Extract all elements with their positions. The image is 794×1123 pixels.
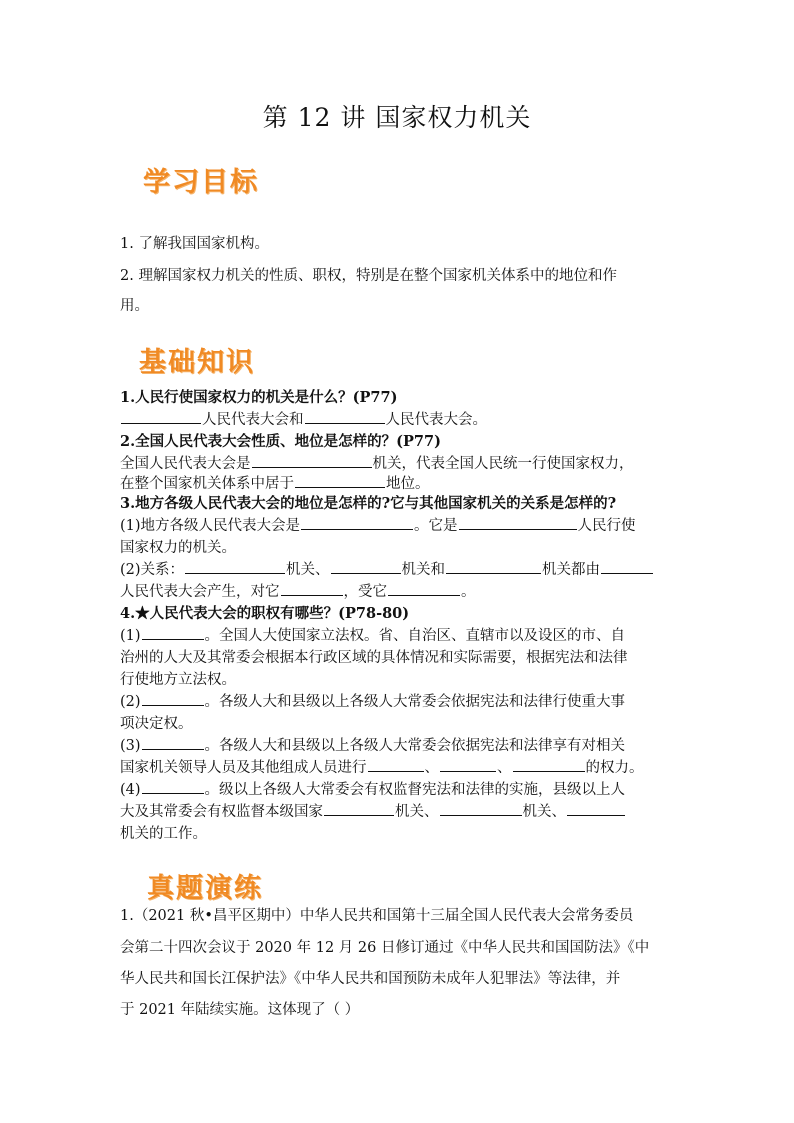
section-heading-goals: 学习目标: [143, 167, 259, 198]
answer-line: 全国人民代表大会是 机关，代表全国人民统一行使国家权力，: [120, 456, 634, 472]
fill-blank[interactable]: [324, 814, 394, 816]
goal-item: 用。: [120, 298, 149, 314]
fill-blank[interactable]: [295, 486, 385, 488]
fill-blank[interactable]: [305, 422, 385, 424]
fill-blank[interactable]: [513, 770, 585, 772]
fill-blank[interactable]: [388, 594, 460, 596]
question-1: 1.人民行使国家权力的机关是什么？(P77): [120, 389, 398, 406]
answer-line: 国家权力的机关。: [120, 540, 236, 556]
question-3: 3.地方各级人民代表大会的地位是怎样的?它与其他国家机关的关系是怎样的?: [120, 495, 617, 512]
section-heading-practice: 真题演练: [147, 873, 263, 904]
practice-line: 于 2021 年陆续实施。这体现了（ ）: [120, 1002, 360, 1018]
section-heading-basics: 基础知识: [139, 347, 255, 378]
answer-line: (4) 。级以上各级人大常委会有权监督宪法和法律的实施，县级以上人: [120, 782, 626, 798]
answer-line: 在整个国家机关体系中居于 地位。: [120, 476, 430, 492]
fill-blank[interactable]: [567, 814, 625, 816]
fill-blank[interactable]: [301, 528, 413, 530]
answer-line: 治州的人大及其常委会根据本行政区域的具体情况和实际需要，根据宪法和法律: [120, 650, 628, 666]
practice-line: 华人民共和国长江保护法》《中华人民共和国预防未成年人犯罪法》等法律，并: [120, 971, 621, 987]
answer-line: (1)地方各级人民代表大会是 。它是 人民行使: [120, 518, 636, 534]
answer-line: 机关的工作。: [120, 826, 207, 842]
answer-line: (2)关系： 机关、 机关和 机关都由: [120, 558, 654, 579]
fill-blank[interactable]: [142, 704, 204, 706]
answer-line: 项决定权。: [120, 716, 193, 732]
answer-line: 人民代表大会和 人民代表大会。: [120, 408, 487, 429]
fill-blank[interactable]: [121, 422, 201, 424]
fill-blank[interactable]: [142, 792, 204, 794]
answer-line: (1) 。全国人大使国家立法权。省、自治区、直辖市以及设区的市、自: [120, 628, 626, 644]
fill-blank[interactable]: [142, 638, 204, 640]
answer-line: 行使地方立法权。: [120, 672, 236, 688]
question-2: 2.全国人民代表大会性质、地位是怎样的？(P77): [120, 433, 441, 450]
fill-blank[interactable]: [281, 594, 343, 596]
practice-line: 会第二十四次会议于 2020 年 12 月 26 日修订通过《中华人民共和国国防法》《中: [120, 940, 650, 956]
page-title: 第 12 讲 国家权力机关: [262, 103, 532, 132]
fill-blank[interactable]: [185, 572, 285, 574]
fill-blank[interactable]: [459, 528, 577, 530]
goal-item: 2. 理解国家权力机关的性质、职权，特别是在整个国家机关体系中的地位和作: [120, 268, 617, 284]
fill-blank[interactable]: [331, 572, 401, 574]
answer-line: (3) 。各级人大和县级以上各级人大常委会依据宪法和法律享有对相关: [120, 738, 626, 754]
fill-blank[interactable]: [440, 814, 522, 816]
fill-blank[interactable]: [440, 770, 496, 772]
goal-item: 1. 了解我国国家机构。: [120, 236, 269, 252]
fill-blank[interactable]: [142, 748, 204, 750]
answer-line: 人民代表大会产生，对它 ，受它 。: [120, 584, 476, 600]
fill-blank[interactable]: [601, 572, 653, 574]
practice-line: 1.（2021 秋•昌平区期中）中华人民共和国第十三届全国人民代表大会常务委员: [120, 908, 634, 924]
answer-line: 国家机关领导人员及其他组成人员进行 、 、 的权力。: [120, 760, 644, 776]
question-4: 4.★人民代表大会的职权有哪些？(P78-80): [120, 605, 410, 622]
answer-line: (2) 。各级人大和县级以上各级人大常委会依据宪法和法律行使重大事: [120, 694, 626, 710]
fill-blank[interactable]: [252, 466, 372, 468]
fill-blank[interactable]: [368, 770, 424, 772]
answer-line: 大及其常委会有权监督本级国家 机关、 机关、: [120, 800, 626, 821]
fill-blank[interactable]: [446, 572, 541, 574]
